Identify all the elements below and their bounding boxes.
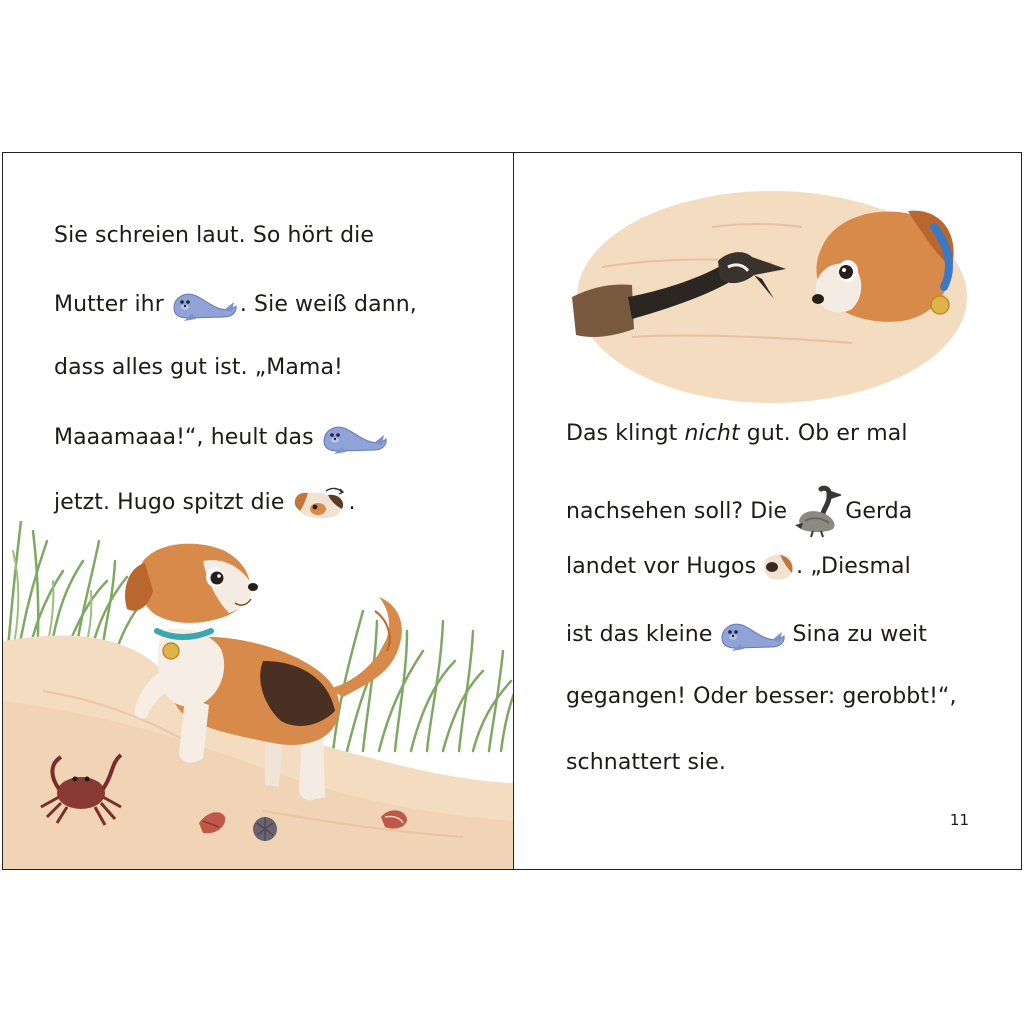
seal-icon bbox=[168, 286, 240, 324]
goose-icon bbox=[791, 485, 841, 539]
text-r2a: nachsehen soll? Die bbox=[566, 499, 788, 524]
text-line-4 bbox=[54, 419, 390, 457]
text-l1: Sie schreien laut. So hört die bbox=[54, 223, 375, 248]
text-l5a: jetzt. Hugo spitzt die bbox=[54, 490, 285, 515]
text-r6: schnattert sie. bbox=[566, 750, 726, 775]
text-line-3 bbox=[54, 353, 343, 383]
seal-icon bbox=[716, 616, 788, 654]
dog-nose-icon bbox=[760, 551, 796, 583]
right-page bbox=[513, 152, 1022, 870]
text-r2b: Gerda bbox=[845, 499, 913, 524]
text-line-5 bbox=[54, 485, 356, 521]
text-r3a: landet vor Hugos bbox=[566, 554, 757, 579]
text-r1a: Das klingt bbox=[566, 421, 685, 446]
text-line-r5 bbox=[566, 682, 957, 712]
text-line-1 bbox=[54, 221, 374, 251]
page-number: 11 bbox=[949, 811, 969, 829]
text-l2a: Mutter ihr bbox=[54, 292, 164, 317]
text-line-r1 bbox=[566, 419, 908, 449]
text-line-r3 bbox=[566, 551, 911, 583]
text-r4a: ist das kleine bbox=[566, 622, 713, 647]
text-r3b: . „Diesmal bbox=[796, 554, 911, 579]
dog-on-dune-illustration bbox=[3, 521, 514, 870]
text-r4b: Sina zu weit bbox=[792, 622, 927, 647]
seal-icon bbox=[318, 419, 390, 457]
text-r5: gegangen! Oder besser: gerobbt!“, bbox=[566, 684, 957, 709]
text-r1b-italic: nicht bbox=[684, 421, 740, 446]
dog-ears-icon bbox=[288, 485, 348, 521]
text-line-r6 bbox=[566, 748, 726, 778]
goose-and-dog-illustration bbox=[572, 187, 972, 407]
text-line-r4 bbox=[566, 616, 927, 654]
text-l3: dass alles gut ist. „Mama! bbox=[54, 355, 343, 380]
left-page bbox=[2, 152, 514, 870]
text-line-2 bbox=[54, 286, 417, 324]
text-l2b: . Sie weiß dann, bbox=[239, 292, 417, 317]
text-l4a: Maaamaaa!“, heult das bbox=[54, 425, 314, 450]
text-r1c: gut. Ob er mal bbox=[739, 421, 908, 446]
text-l5b: . bbox=[348, 490, 356, 515]
text-line-r2 bbox=[566, 485, 912, 539]
